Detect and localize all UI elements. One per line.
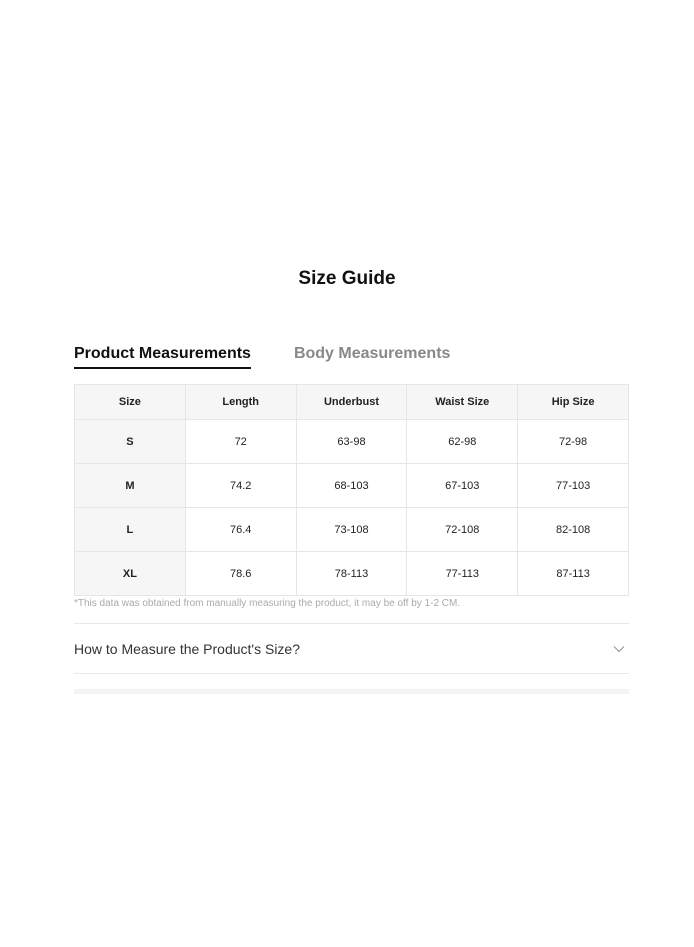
- table-row: [75, 552, 629, 596]
- measurement-cell: 72-108: [407, 508, 518, 552]
- measurement-cell: 72-98: [518, 420, 629, 464]
- measurement-cell: 87-113: [518, 552, 629, 596]
- measurement-cell: 76.4: [185, 508, 296, 552]
- tab-body-measurements[interactable]: Body Measurements: [293, 345, 451, 362]
- header-length: Length: [185, 385, 296, 420]
- measurement-cell: 77-103: [518, 464, 629, 508]
- table-row: [75, 508, 629, 552]
- measurement-cell: 62-98: [407, 420, 518, 464]
- header-waist-size: Waist Size: [407, 385, 518, 420]
- header-underbust: Underbust: [296, 385, 407, 420]
- measurement-cell: 78.6: [185, 552, 296, 596]
- size-cell: S: [75, 420, 186, 464]
- accordion-label: How to Measure the Product's Size?: [74, 640, 301, 657]
- measurement-cell: 72: [185, 420, 296, 464]
- measurement-tabs: [74, 345, 450, 369]
- table-row: [75, 464, 629, 508]
- measurement-cell: 74.2: [185, 464, 296, 508]
- how-to-measure-accordion[interactable]: [74, 624, 629, 673]
- measurement-cell: 63-98: [296, 420, 407, 464]
- tab-product-measurements[interactable]: Product Measurements: [74, 345, 251, 369]
- size-cell: M: [75, 464, 186, 508]
- size-cell: L: [75, 508, 186, 552]
- measurement-cell: 67-103: [407, 464, 518, 508]
- section-separator: [74, 689, 629, 694]
- divider: [74, 673, 629, 674]
- measurement-cell: 68-103: [296, 464, 407, 508]
- header-hip-size: Hip Size: [518, 385, 629, 420]
- measurement-cell: 77-113: [407, 552, 518, 596]
- size-table: [74, 384, 629, 596]
- chevron-down-icon: [613, 645, 625, 653]
- page-title: Size Guide: [298, 268, 396, 289]
- header-size: Size: [75, 385, 186, 420]
- table-row: [75, 420, 629, 464]
- measurement-cell: 78-113: [296, 552, 407, 596]
- measurement-cell: 73-108: [296, 508, 407, 552]
- size-cell: XL: [75, 552, 186, 596]
- measurement-cell: 82-108: [518, 508, 629, 552]
- table-header-row: [75, 385, 629, 420]
- measurement-note: *This data was obtained from manually measuring the product, it may be off by 1-2 CM.: [74, 598, 461, 609]
